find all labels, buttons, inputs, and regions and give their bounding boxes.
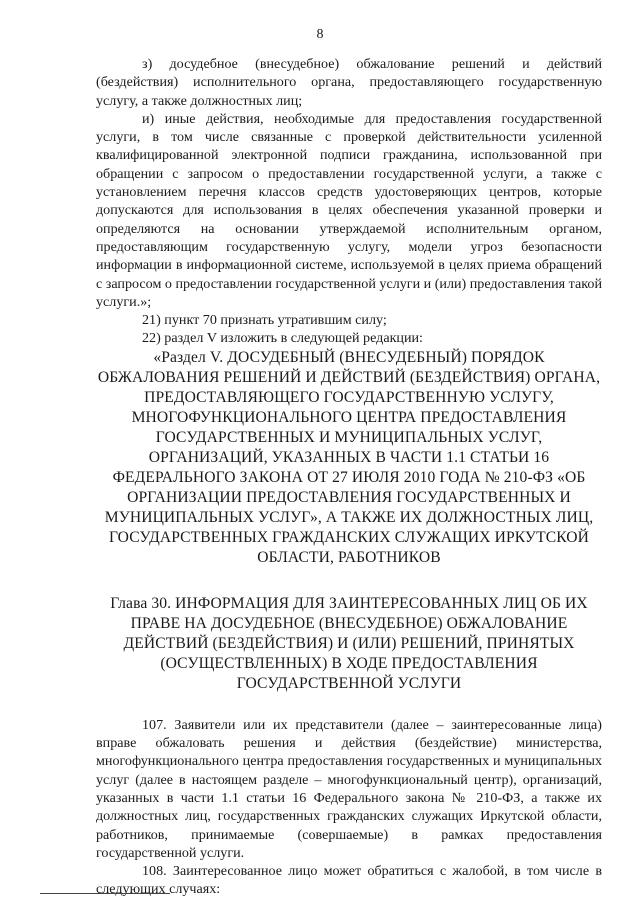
section-heading [96,348,602,568]
footnote-separator-line [40,893,170,894]
paragraph-item-22: 22) раздел V изложить в следующей редакции: [142,330,423,347]
paragraph-i: и) иные действия, необходимые для предоставления государственной услуги, в том числе связанные с проверкой действительности усиленной квалифицированной электронной подписи гражданина, использованной при обращении с запросом о предоставлении государственной услуги, а также с установлением перечня классов средств удостоверяющих центров, которые допускаются для использования в целях обеспечения указанной проверки и определяются на основании утверждаемой исполнительным органом, предоставляющим государственную услугу, модели угроз безопасности информации в информационной системе, используемой в целях приема обращений с запросом о предоставлении государственной услуги и (или) предоставления такой услуги.»; [96,110,602,310]
document-body [96,55,602,899]
section-heading-first-line: «Раздел V. ДОСУДЕБНЫЙ (ВНЕСУДЕБНЫЙ) ПОРЯДОК [153,348,545,366]
paragraph-107: 107. Заявители или их представители (далее – заинтересованные лица) вправе обжаловать решения и действия (бездействие) министерства, многофункционального центра предоставления государственных и муниципальных услуг (далее в настоящем разделе – многофункциональный центр), организаций, указанных в части 1.1 статьи 16 Федерального закона № 210-ФЗ, а также их должностных лиц, государственных гражданских служащих Иркутской области, работников, принимаемые (совершаемые) в рамках предоставления государственной услуги. [96,716,602,861]
paragraph-item-21: 21) пункт 70 признать утратившим силу; [142,312,387,329]
paragraph-z: з) досудебное (внесудебное) обжалование решений и действий (бездействия) исполнительного органа, предоставляющего государственную услугу, а также должностных лиц; [96,56,602,109]
paragraph-108: 108. Заинтересованное лицо может обратиться с жалобой, в том числе в следующих случаях: [96,863,602,898]
chapter-heading: Глава 30. ИНФОРМАЦИЯ ДЛЯ ЗАИНТЕРЕСОВАННЫХ ЛИЦ ОБ ИХ ПРАВЕ НА ДОСУДЕБНОЕ (ВНЕСУДЕБНОЕ) ОБЖАЛОВАНИЕ ДЕЙСТВИЙ (БЕЗДЕЙСТВИЯ) И (ИЛИ) РЕШЕНИЙ, ПРИНЯТЫХ (ОСУЩЕСТВЛЕННЫХ) В ХОДЕ ПРЕДОСТАВЛЕНИЯ ГОСУДАРСТВЕННОЙ УСЛУГИ [110,594,588,692]
page-number: 8 [316,27,324,42]
section-heading-rest: ОБЖАЛОВАНИЯ РЕШЕНИЙ И ДЕЙСТВИЙ (БЕЗДЕЙСТВИЯ) ОРГАНА, ПРЕДОСТАВЛЯЮЩЕГО ГОСУДАРСТВЕННУЮ УСЛУГУ, МНОГОФУНКЦИОНАЛЬНОГО ЦЕНТРА ПРЕДОСТАВЛЕНИЯ ГОСУДАРСТВЕННЫХ И МУНИЦИПАЛЬНЫХ УСЛУГ, ОРГАНИЗАЦИЙ, УКАЗАННЫХ В ЧАСТИ 1.1 СТАТЬИ 16 ФЕДЕРАЛЬНОГО ЗАКОНА ОТ 27 ИЮЛЯ 2010 ГОДА № 210-ФЗ «ОБ ОРГАНИЗАЦИИ ПРЕДОСТАВЛЕНИЯ ГОСУДАРСТВЕННЫХ И МУНИЦИПАЛЬНЫХ УСЛУГ», А ТАКЖЕ ИХ ДОЛЖНОСТНЫХ ЛИЦ, ГОСУДАРСТВЕННЫХ ГРАЖДАНСКИХ СЛУЖАЩИХ ИРКУТСКОЙ ОБЛАСТИ, РАБОТНИКОВ [97,368,601,566]
